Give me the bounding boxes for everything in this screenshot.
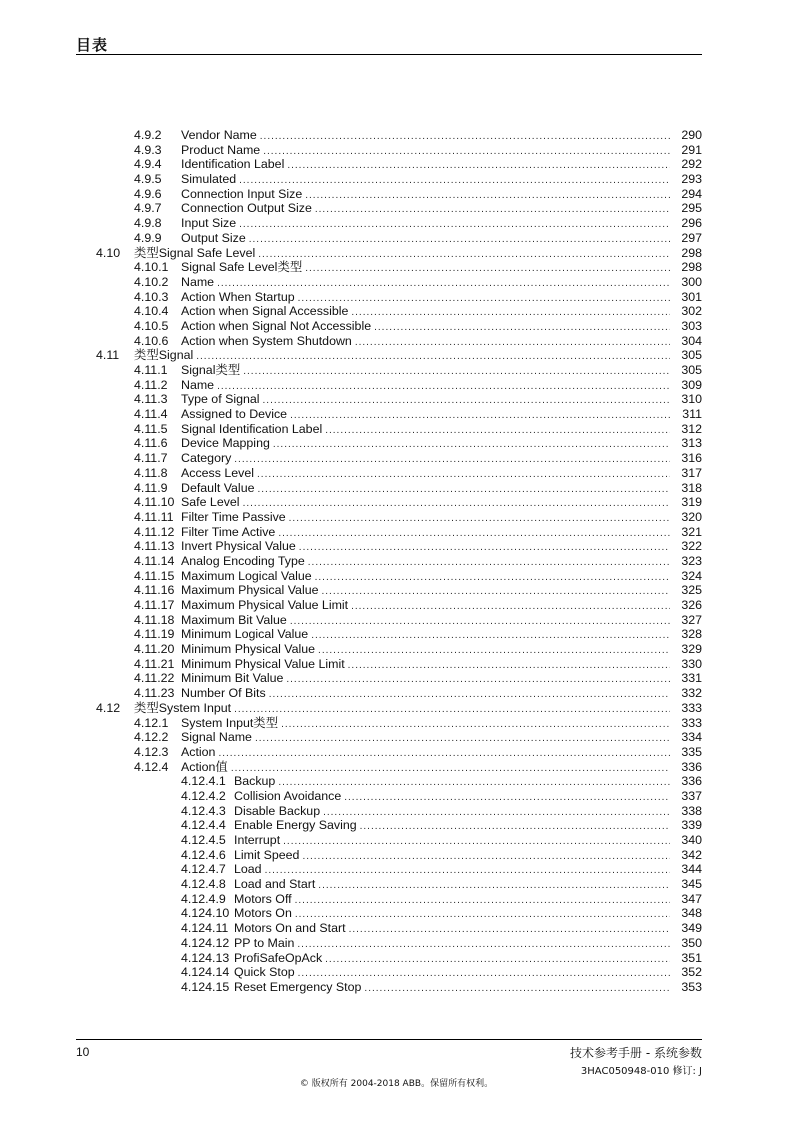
toc-entry[interactable] <box>96 525 702 540</box>
toc-entry-number: 4.9.6 <box>134 186 162 201</box>
toc-dot-leader <box>364 982 670 997</box>
toc-entry-title[interactable]: Motors On <box>234 906 295 921</box>
toc-entry-page[interactable]: 297 <box>681 230 702 245</box>
toc-entry-number: 4.9.5 <box>134 172 162 187</box>
toc-entry[interactable] <box>96 657 702 672</box>
toc-entry-number: 4.11.5 <box>134 421 168 436</box>
toc-entry-title[interactable]: 类型Signal Safe Level <box>134 246 258 261</box>
toc-entry[interactable] <box>96 481 702 496</box>
toc-entry-title[interactable]: Maximum Physical Value <box>181 583 322 598</box>
toc-entry[interactable] <box>96 436 702 451</box>
toc-entry-title[interactable]: Connection Input Size <box>181 187 305 202</box>
toc-entry-title[interactable]: Access Level <box>181 466 257 481</box>
footer-page-number: 10 <box>76 1045 90 1059</box>
toc-entry-page[interactable]: 349 <box>681 921 702 936</box>
toc-entry-title[interactable]: Action when Signal Accessible <box>181 304 351 319</box>
toc-entry-number: 4.9.3 <box>134 142 162 157</box>
toc-entry-title[interactable]: Product Name <box>181 143 263 158</box>
toc-entry-number: 4.11.23 <box>134 686 175 701</box>
toc-entry-number: 4.12.4.3 <box>181 803 226 818</box>
toc-entry-title[interactable]: PP to Main <box>234 936 297 951</box>
toc-entry-title[interactable]: Type of Signal <box>181 392 263 407</box>
toc-entry-number: 4.10.3 <box>134 289 169 304</box>
toc-entry-title[interactable]: Minimum Physical Value Limit <box>181 657 348 672</box>
toc-entry-page[interactable]: 312 <box>681 421 702 436</box>
page-footer <box>76 1039 702 1077</box>
toc-entry-page[interactable]: 345 <box>681 877 702 892</box>
toc-entry-page[interactable]: 326 <box>681 598 702 612</box>
toc-entry[interactable] <box>96 921 702 936</box>
toc-entry-number: 4.11.19 <box>134 627 175 642</box>
toc-entry-number: 4.11.2 <box>134 377 168 392</box>
toc-entry[interactable] <box>96 598 702 613</box>
toc-entry-title[interactable]: Signal Identification Label <box>181 422 325 437</box>
toc-entry-title[interactable]: Maximum Physical Value Limit <box>181 598 351 613</box>
toc-entry[interactable] <box>96 701 702 716</box>
toc-entry-page[interactable]: 342 <box>681 847 702 862</box>
toc-entry-number: 4.11.22 <box>134 671 175 686</box>
toc-entry-title[interactable]: Quick Stop <box>234 965 298 980</box>
toc-entry-page[interactable]: 313 <box>681 436 702 451</box>
toc-entry-page[interactable]: 320 <box>681 509 702 524</box>
toc-entry-title[interactable]: Category <box>181 451 234 466</box>
toc-entry[interactable] <box>96 157 702 172</box>
toc-entry[interactable] <box>96 818 702 833</box>
toc-entry-page[interactable]: 302 <box>681 304 702 319</box>
toc-entry-page[interactable]: 327 <box>681 612 702 627</box>
toc-entry[interactable] <box>96 980 702 995</box>
toc-entry-page[interactable]: 325 <box>681 583 702 598</box>
toc-entry-page[interactable]: 323 <box>681 553 702 568</box>
toc-entry-number: 4.11 <box>96 348 120 363</box>
toc-entry-number: 4.12.4.7 <box>181 862 226 877</box>
toc-entry-title[interactable]: Minimum Logical Value <box>181 627 311 642</box>
toc-entry[interactable] <box>96 642 702 657</box>
toc-entry-number: 4.11.1 <box>134 363 168 377</box>
toc-entry-number: 4.11.14 <box>134 553 175 568</box>
page-header-title: 目表 <box>76 36 109 54</box>
toc-entry[interactable] <box>96 716 702 731</box>
toc-entry-title[interactable]: Action When Startup <box>181 290 298 305</box>
toc-entry-number: 4.124.15 <box>181 979 230 994</box>
toc-entry-page[interactable]: 303 <box>681 318 702 333</box>
toc-entry-title[interactable]: Number Of Bits <box>181 686 269 701</box>
toc-entry-page[interactable]: 301 <box>681 289 702 304</box>
toc-entry-number: 4.12.4.4 <box>181 818 226 833</box>
toc-entry[interactable] <box>96 569 702 584</box>
toc-entry-number: 4.11.8 <box>134 465 168 480</box>
toc-entry-page[interactable]: 352 <box>681 965 702 980</box>
toc-entry-title[interactable]: Analog Encoding Type <box>181 554 308 569</box>
toc-entry-page[interactable]: 295 <box>681 201 702 216</box>
toc-entry[interactable] <box>96 510 702 525</box>
toc-entry-number: 4.10.5 <box>134 318 169 333</box>
toc-entry-number: 4.11.17 <box>134 598 175 612</box>
toc-entry-title[interactable]: Minimum Bit Value <box>181 671 286 686</box>
toc-entry-number: 4.12.4.6 <box>181 847 226 862</box>
toc-entry[interactable] <box>96 319 702 334</box>
toc-entry-page[interactable]: 291 <box>681 142 702 157</box>
toc-entry-number: 4.12.1 <box>134 715 169 730</box>
toc-entry-page[interactable]: 317 <box>681 465 702 480</box>
toc-entry-page[interactable]: 351 <box>681 950 702 965</box>
toc-entry-title[interactable]: Name <box>181 378 217 393</box>
toc-entry-title[interactable]: Vendor Name <box>181 128 260 143</box>
toc-entry-number: 4.11.9 <box>134 480 168 495</box>
toc-entry-title[interactable]: Signal Name <box>181 730 255 745</box>
toc-entry-number: 4.9.8 <box>134 216 162 231</box>
toc-entry[interactable] <box>96 951 702 966</box>
toc-entry-number: 4.10 <box>96 245 121 260</box>
toc-entry-page[interactable]: 296 <box>681 216 702 231</box>
toc-entry[interactable] <box>96 583 702 598</box>
toc-entry-number: 4.124.13 <box>181 950 230 965</box>
toc-entry-page[interactable]: 333 <box>681 715 702 730</box>
toc-entry-number: 4.12.4.1 <box>181 774 226 789</box>
toc-entry-number: 4.124.14 <box>181 965 230 980</box>
toc-entry-page[interactable]: 292 <box>681 157 702 172</box>
toc-entry[interactable] <box>96 407 702 422</box>
toc-entry-page[interactable]: 324 <box>681 568 702 583</box>
toc-entry[interactable] <box>96 290 702 305</box>
toc-entry-page[interactable]: 333 <box>681 700 702 715</box>
toc-entry-page[interactable]: 331 <box>681 671 702 686</box>
toc-entry-title[interactable]: Name <box>181 275 217 290</box>
toc-entry[interactable] <box>96 201 702 216</box>
toc-entry[interactable] <box>96 686 702 701</box>
toc-entry-title[interactable]: Output Size <box>181 231 249 246</box>
toc-entry[interactable] <box>96 363 702 378</box>
toc-entry-page[interactable]: 329 <box>681 642 702 657</box>
toc-entry[interactable] <box>96 172 702 187</box>
toc-entry[interactable] <box>96 187 702 202</box>
toc-entry-title[interactable]: Connection Output Size <box>181 201 315 216</box>
toc-entry-page[interactable]: 298 <box>681 260 702 275</box>
table-of-contents <box>96 128 702 995</box>
toc-entry-page[interactable]: 339 <box>681 818 702 833</box>
toc-entry-number: 4.11.12 <box>134 524 175 539</box>
toc-entry-number: 4.11.7 <box>134 451 168 466</box>
toc-entry-number: 4.11.4 <box>134 407 168 422</box>
toc-entry-number: 4.11.20 <box>134 642 175 657</box>
toc-entry-number: 4.12.3 <box>134 744 169 759</box>
toc-entry-page[interactable]: 340 <box>681 833 702 847</box>
toc-entry[interactable] <box>96 451 702 466</box>
toc-entry[interactable] <box>96 627 702 642</box>
toc-entry-page[interactable]: 319 <box>681 495 702 510</box>
toc-entry-title[interactable]: Signal Safe Level类型 <box>181 260 305 275</box>
toc-entry-page[interactable]: 344 <box>681 862 702 877</box>
footer-rule <box>76 1039 702 1040</box>
toc-entry-page[interactable]: 353 <box>681 979 702 994</box>
toc-entry-page[interactable]: 321 <box>681 524 702 539</box>
toc-entry-title[interactable]: Device Mapping <box>181 436 273 451</box>
toc-entry-title[interactable]: Load and Start <box>234 877 318 892</box>
toc-entry[interactable] <box>96 877 702 892</box>
toc-entry[interactable] <box>96 965 702 980</box>
toc-entry-title[interactable]: Signal类型 <box>181 363 243 378</box>
toc-entry-page[interactable]: 337 <box>681 788 702 803</box>
toc-entry[interactable] <box>96 466 702 481</box>
toc-entry[interactable] <box>96 671 702 686</box>
toc-entry-page[interactable]: 309 <box>681 377 702 392</box>
toc-entry-title[interactable]: Simulated <box>181 172 239 187</box>
toc-entry[interactable] <box>96 495 702 510</box>
toc-entry[interactable] <box>96 143 702 158</box>
toc-entry-title[interactable]: Disable Backup <box>234 804 323 819</box>
toc-entry-page[interactable]: 311 <box>682 407 702 422</box>
toc-entry-page[interactable]: 318 <box>681 480 702 495</box>
toc-entry-title[interactable]: Action值 <box>181 760 231 775</box>
toc-entry[interactable] <box>96 128 702 143</box>
footer-doc-id: 3HAC050948-010 修订: J <box>580 1066 702 1077</box>
toc-entry[interactable] <box>96 789 702 804</box>
toc-entry-title[interactable]: Filter Time Passive <box>181 510 289 525</box>
toc-entry-title[interactable]: Assigned to Device <box>181 407 290 422</box>
toc-entry-title[interactable]: Default Value <box>181 481 257 496</box>
toc-entry[interactable] <box>96 833 702 848</box>
toc-entry-title[interactable]: Identification Label <box>181 157 287 172</box>
toc-entry-page[interactable]: 290 <box>681 128 702 142</box>
toc-entry-number: 4.11.11 <box>134 509 174 524</box>
toc-entry[interactable] <box>96 304 702 319</box>
toc-entry-page[interactable]: 350 <box>681 935 702 950</box>
toc-entry-title[interactable]: Maximum Bit Value <box>181 613 290 628</box>
toc-entry[interactable] <box>96 422 702 437</box>
toc-entry-title[interactable]: 类型Signal <box>134 348 196 363</box>
toc-entry-number: 4.11.6 <box>134 436 168 451</box>
toc-entry-page[interactable]: 328 <box>681 627 702 642</box>
toc-entry-title[interactable]: System Input类型 <box>181 716 281 731</box>
toc-entry-number: 4.9.7 <box>134 201 162 216</box>
header-rule <box>76 54 702 55</box>
toc-entry[interactable] <box>96 275 702 290</box>
toc-entry-number: 4.11.18 <box>134 612 175 627</box>
toc-entry-number: 4.10.2 <box>134 274 169 289</box>
toc-entry[interactable] <box>96 392 702 407</box>
toc-entry-number: 4.9.9 <box>134 230 162 245</box>
toc-entry-title[interactable]: Action when System Shutdown <box>181 334 355 349</box>
toc-entry[interactable] <box>96 334 702 349</box>
toc-entry[interactable] <box>96 539 702 554</box>
toc-entry-page[interactable]: 305 <box>681 363 702 377</box>
toc-entry-page[interactable]: 330 <box>681 656 702 671</box>
toc-entry-number: 4.11.21 <box>134 656 175 671</box>
toc-entry-title[interactable]: Backup <box>234 774 278 789</box>
toc-entry-title[interactable]: Maximum Logical Value <box>181 569 315 584</box>
toc-entry-title[interactable]: Action <box>181 745 218 760</box>
toc-entry-number: 4.11.3 <box>134 392 168 407</box>
toc-entry-number: 4.124.11 <box>181 921 229 936</box>
toc-entry-page[interactable]: 348 <box>681 906 702 921</box>
toc-entry-title[interactable]: Filter Time Active <box>181 525 278 540</box>
toc-entry[interactable] <box>96 760 702 775</box>
toc-entry[interactable] <box>96 246 702 261</box>
toc-entry-number: 4.12.4 <box>134 759 169 774</box>
toc-entry[interactable] <box>96 745 702 760</box>
toc-entry-page[interactable]: 334 <box>681 730 702 745</box>
toc-entry-page[interactable]: 332 <box>681 686 702 701</box>
toc-entry-title[interactable]: Limit Speed <box>234 848 302 863</box>
toc-entry-title[interactable]: Safe Level <box>181 495 243 510</box>
toc-entry-page[interactable]: 304 <box>681 333 702 348</box>
toc-entry-title[interactable]: Interrupt <box>234 833 283 848</box>
toc-entry-number: 4.11.15 <box>134 568 175 583</box>
toc-entry-title[interactable]: Enable Energy Saving <box>234 818 360 833</box>
toc-entry-page[interactable]: 338 <box>681 803 702 818</box>
toc-entry-page[interactable]: 294 <box>681 186 702 201</box>
toc-entry-number: 4.12 <box>96 700 121 715</box>
toc-entry[interactable] <box>96 260 702 275</box>
toc-entry[interactable] <box>96 936 702 951</box>
toc-entry-title[interactable]: Load <box>234 862 265 877</box>
toc-entry-page[interactable]: 310 <box>681 392 702 407</box>
footer-copyright: © 版权所有 2004-2018 ABB。保留所有权利。 <box>299 1079 494 1089</box>
toc-entry[interactable] <box>96 906 702 921</box>
toc-entry-title[interactable]: Reset Emergency Stop <box>234 980 364 995</box>
toc-entry-number: 4.11.13 <box>134 539 175 554</box>
toc-entry[interactable] <box>96 848 702 863</box>
toc-entry-number: 4.11.10 <box>134 495 175 510</box>
toc-entry-number: 4.9.2 <box>134 128 162 142</box>
toc-entry-page[interactable]: 293 <box>681 172 702 187</box>
toc-entry-title[interactable]: Action when Signal Not Accessible <box>181 319 374 334</box>
toc-entry-title[interactable]: Minimum Physical Value <box>181 642 318 657</box>
toc-entry[interactable] <box>96 804 702 819</box>
toc-entry-number: 4.11.16 <box>134 583 175 598</box>
toc-entry-title[interactable]: Motors On and Start <box>234 921 349 936</box>
toc-entry[interactable] <box>96 348 702 363</box>
toc-entry-page[interactable]: 316 <box>681 451 702 466</box>
toc-entry-page[interactable]: 305 <box>681 348 702 363</box>
toc-entry-number: 4.10.4 <box>134 304 169 319</box>
toc-entry-number: 4.12.4.2 <box>181 788 226 803</box>
page-header <box>76 34 702 55</box>
toc-entry-number: 4.12.2 <box>134 730 169 745</box>
toc-entry-page[interactable]: 322 <box>681 539 702 554</box>
toc-entry-number: 4.10.1 <box>134 260 169 275</box>
toc-entry[interactable] <box>96 216 702 231</box>
toc-entry[interactable] <box>96 862 702 877</box>
toc-entry-title[interactable]: 类型System Input <box>134 701 234 716</box>
toc-entry-title-wrap <box>234 980 670 997</box>
toc-entry-title[interactable]: Invert Physical Value <box>181 539 299 554</box>
toc-entry[interactable] <box>96 730 702 745</box>
footer-doc-title: 技术参考手册 - 系统参数 <box>570 1046 702 1060</box>
toc-entry-page[interactable]: 347 <box>681 891 702 906</box>
toc-entry-number: 4.12.4.8 <box>181 877 226 892</box>
toc-entry[interactable] <box>96 774 702 789</box>
toc-entry-page[interactable]: 300 <box>681 274 702 289</box>
toc-entry[interactable] <box>96 378 702 393</box>
toc-entry-number: 4.9.4 <box>134 157 162 172</box>
toc-entry-title[interactable]: Input Size <box>181 216 239 231</box>
toc-entry-page[interactable]: 336 <box>681 774 702 789</box>
toc-entry[interactable] <box>96 554 702 569</box>
toc-entry-number: 4.12.4.9 <box>181 891 226 906</box>
toc-entry-page[interactable]: 298 <box>681 245 702 260</box>
toc-entry[interactable] <box>96 613 702 628</box>
toc-entry-number: 4.10.6 <box>134 333 169 348</box>
toc-entry-title[interactable]: ProfiSafeOpAck <box>234 951 325 966</box>
toc-entry[interactable] <box>96 231 702 246</box>
toc-entry-page[interactable]: 335 <box>681 744 702 759</box>
toc-entry-page[interactable]: 336 <box>681 759 702 774</box>
toc-entry[interactable] <box>96 892 702 907</box>
toc-entry-number: 4.12.4.5 <box>181 833 226 847</box>
toc-entry-title[interactable]: Collision Avoidance <box>234 789 344 804</box>
toc-entry-number: 4.124.12 <box>181 935 230 950</box>
toc-entry-number: 4.124.10 <box>181 906 230 921</box>
toc-entry-title[interactable]: Motors Off <box>234 892 295 907</box>
